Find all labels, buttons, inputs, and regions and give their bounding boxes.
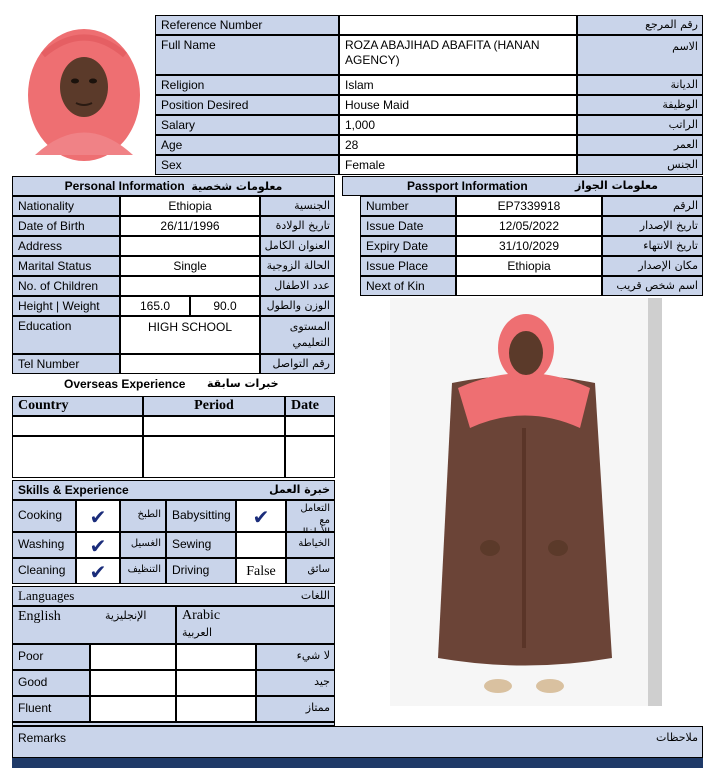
- arabic-level-cell: [176, 696, 256, 722]
- language-level-label-ar: لا شيء: [256, 644, 335, 670]
- education-ar-line1: المستوى: [289, 320, 330, 333]
- header-label-ar: العمر: [577, 135, 703, 155]
- english-level-cell: [90, 696, 176, 722]
- education-ar-line2: التعليمي: [292, 336, 330, 349]
- skill-mark-driving: False: [236, 558, 286, 584]
- headshot-photo: [15, 15, 153, 155]
- personal-value-dob: 26/11/1996: [120, 216, 260, 236]
- personal-value-address: [120, 236, 260, 256]
- personal-value-children: [120, 276, 260, 296]
- passport-title-ar: معلومات الجواز: [574, 179, 658, 192]
- tel-value: [120, 354, 260, 374]
- english-level-cell: [90, 644, 176, 670]
- skill-label-sewing: Sewing: [166, 532, 236, 558]
- skill-mark-washing: ✔: [76, 532, 120, 558]
- skill-label-ar-washing: الغسيل: [120, 532, 166, 558]
- overseas-col-period: Period: [143, 396, 285, 416]
- language-level-label: Poor: [12, 644, 90, 670]
- passport-info-title: [342, 176, 703, 196]
- language-level-label-ar: جيد: [256, 670, 335, 696]
- header-label: Religion: [155, 75, 339, 95]
- skill-label-driving: Driving: [166, 558, 236, 584]
- passport-value: Ethiopia: [456, 256, 602, 276]
- english-label: English: [18, 609, 61, 624]
- skill-label-ar-cleaning: التنظيف: [120, 558, 166, 584]
- passport-label: Issue Date: [360, 216, 456, 236]
- weight-value: 90.0: [190, 296, 260, 316]
- english-header: [12, 606, 176, 644]
- personal-value-marital: Single: [120, 256, 260, 276]
- passport-value: 31/10/2029: [456, 236, 602, 256]
- skills-title-ar: خبرة العمل: [269, 483, 330, 496]
- overseas-col-country: Country: [12, 396, 143, 416]
- header-label: Reference Number: [155, 15, 339, 35]
- footer-bar: [12, 758, 703, 768]
- overseas-title: [12, 374, 335, 396]
- passport-label-ar: مكان الإصدار: [602, 256, 703, 276]
- header-label: Sex: [155, 155, 339, 175]
- header-label-ar: رقم المرجع: [577, 15, 703, 35]
- header-value: Female: [339, 155, 577, 175]
- passport-label: Next of Kin: [360, 276, 456, 296]
- english-label-ar: الإنجليزية: [105, 609, 147, 622]
- passport-value: [456, 276, 602, 296]
- header-label: Position Desired: [155, 95, 339, 115]
- personal-label-ar-address: العنوان الكامل: [260, 236, 335, 256]
- skill-label-babysitting: Babysitting: [166, 500, 236, 532]
- overseas-cell: [143, 416, 285, 436]
- education-value: HIGH SCHOOL: [120, 316, 260, 354]
- arabic-label: Arabic: [182, 608, 221, 623]
- arabic-level-cell: [176, 670, 256, 696]
- languages-title: [12, 586, 335, 606]
- skills-title-en: Skills & Experience: [18, 483, 129, 497]
- header-label-ar: الديانة: [577, 75, 703, 95]
- header-label: Age: [155, 135, 339, 155]
- personal-label-ar-education: [260, 316, 335, 354]
- passport-value: 12/05/2022: [456, 216, 602, 236]
- languages-title-en: Languages: [18, 588, 75, 603]
- header-label-ar: الاسم: [577, 35, 703, 75]
- skill-label-ar-cooking: الطبخ: [120, 500, 166, 532]
- overseas-cell: [143, 436, 285, 478]
- header-label-ar: الراتب: [577, 115, 703, 135]
- passport-label-ar: اسم شخص قريب: [602, 276, 703, 296]
- personal-label-ar-hw: الوزن والطول: [260, 296, 335, 316]
- skill-label-ar-driving: سائق: [286, 558, 335, 584]
- personal-label-dob: Date of Birth: [12, 216, 120, 236]
- language-level-label-ar: ممتاز: [256, 696, 335, 722]
- header-label-ar: الوظيفة: [577, 95, 703, 115]
- overseas-col-date: Date: [285, 396, 335, 416]
- english-level-cell: [90, 670, 176, 696]
- passport-title-en: Passport Information: [407, 179, 528, 193]
- babysitting-ar-ar1: التعامل مع: [300, 503, 330, 526]
- personal-label-nationality: Nationality: [12, 196, 120, 216]
- header-value: House Maid: [339, 95, 577, 115]
- header-label: Full Name: [155, 35, 339, 75]
- passport-label-ar: تاريخ الإصدار: [602, 216, 703, 236]
- header-value: 28: [339, 135, 577, 155]
- overseas-cell: [285, 416, 335, 436]
- skill-label-washing: Washing: [12, 532, 76, 558]
- personal-label-children: No. of Children: [12, 276, 120, 296]
- arabic-level-cell: [176, 644, 256, 670]
- skill-mark-cleaning: ✔: [76, 558, 120, 584]
- header-value: [339, 15, 577, 35]
- skills-title: [12, 480, 335, 500]
- overseas-cell: [285, 436, 335, 478]
- full-body-photo: [390, 298, 662, 706]
- personal-title-en: Personal Information: [64, 179, 185, 193]
- header-label-ar: الجنس: [577, 155, 703, 175]
- personal-label-ar-dob: تاريخ الولادة: [260, 216, 335, 236]
- height-value: 165.0: [120, 296, 190, 316]
- personal-label-address: Address: [12, 236, 120, 256]
- passport-label: Issue Place: [360, 256, 456, 276]
- personal-title-ar: معلومات شخصية: [191, 180, 283, 193]
- overseas-cell: [12, 436, 143, 478]
- passport-label-ar: الرقم: [602, 196, 703, 216]
- arabic-header: [176, 606, 335, 644]
- passport-label-ar: تاريخ الانتهاء: [602, 236, 703, 256]
- skill-mark-cooking: ✔: [76, 500, 120, 532]
- remarks-label: Remarks: [18, 731, 67, 745]
- arabic-label-ar: العربية: [182, 626, 213, 639]
- personal-label-hw: Height | Weight: [12, 296, 120, 316]
- header-value: ROZA ABAJIHAD ABAFITA (HANAN AGENCY): [339, 35, 577, 75]
- skill-label-cleaning: Cleaning: [12, 558, 76, 584]
- header-value: Islam: [339, 75, 577, 95]
- skill-label-ar-sewing: الخياطة: [286, 532, 335, 558]
- skill-mark-sewing: [236, 532, 286, 558]
- passport-value: EP7339918: [456, 196, 602, 216]
- skill-mark-babysitting: ✔: [236, 500, 286, 532]
- overseas-title-en: Overseas Experience: [64, 377, 186, 391]
- passport-label: Number: [360, 196, 456, 216]
- overseas-title-ar: خبرات سابقة: [207, 377, 279, 390]
- personal-label-ar-marital: الحالة الزوجية: [260, 256, 335, 276]
- personal-label-ar-nationality: الجنسية: [260, 196, 335, 216]
- personal-value-nationality: Ethiopia: [120, 196, 260, 216]
- skill-label-cooking: Cooking: [12, 500, 76, 532]
- personal-label-ar-children: عدد الاطفال: [260, 276, 335, 296]
- remarks-label-ar: ملاحظات: [656, 731, 698, 744]
- personal-label-ar-tel: رقم التواصل: [260, 354, 335, 374]
- personal-label-tel: Tel Number: [12, 354, 120, 374]
- overseas-cell: [12, 416, 143, 436]
- header-value: 1,000: [339, 115, 577, 135]
- language-level-label: Good: [12, 670, 90, 696]
- personal-info-title: [12, 176, 335, 196]
- skill-label-ar-babysitting: [286, 500, 335, 532]
- language-level-label: Fluent: [12, 696, 90, 722]
- personal-label-education: Education: [12, 316, 120, 354]
- header-label: Salary: [155, 115, 339, 135]
- remarks-row: [12, 726, 703, 758]
- personal-label-marital: Marital Status: [12, 256, 120, 276]
- passport-label: Expiry Date: [360, 236, 456, 256]
- languages-title-ar: اللغات: [300, 589, 330, 602]
